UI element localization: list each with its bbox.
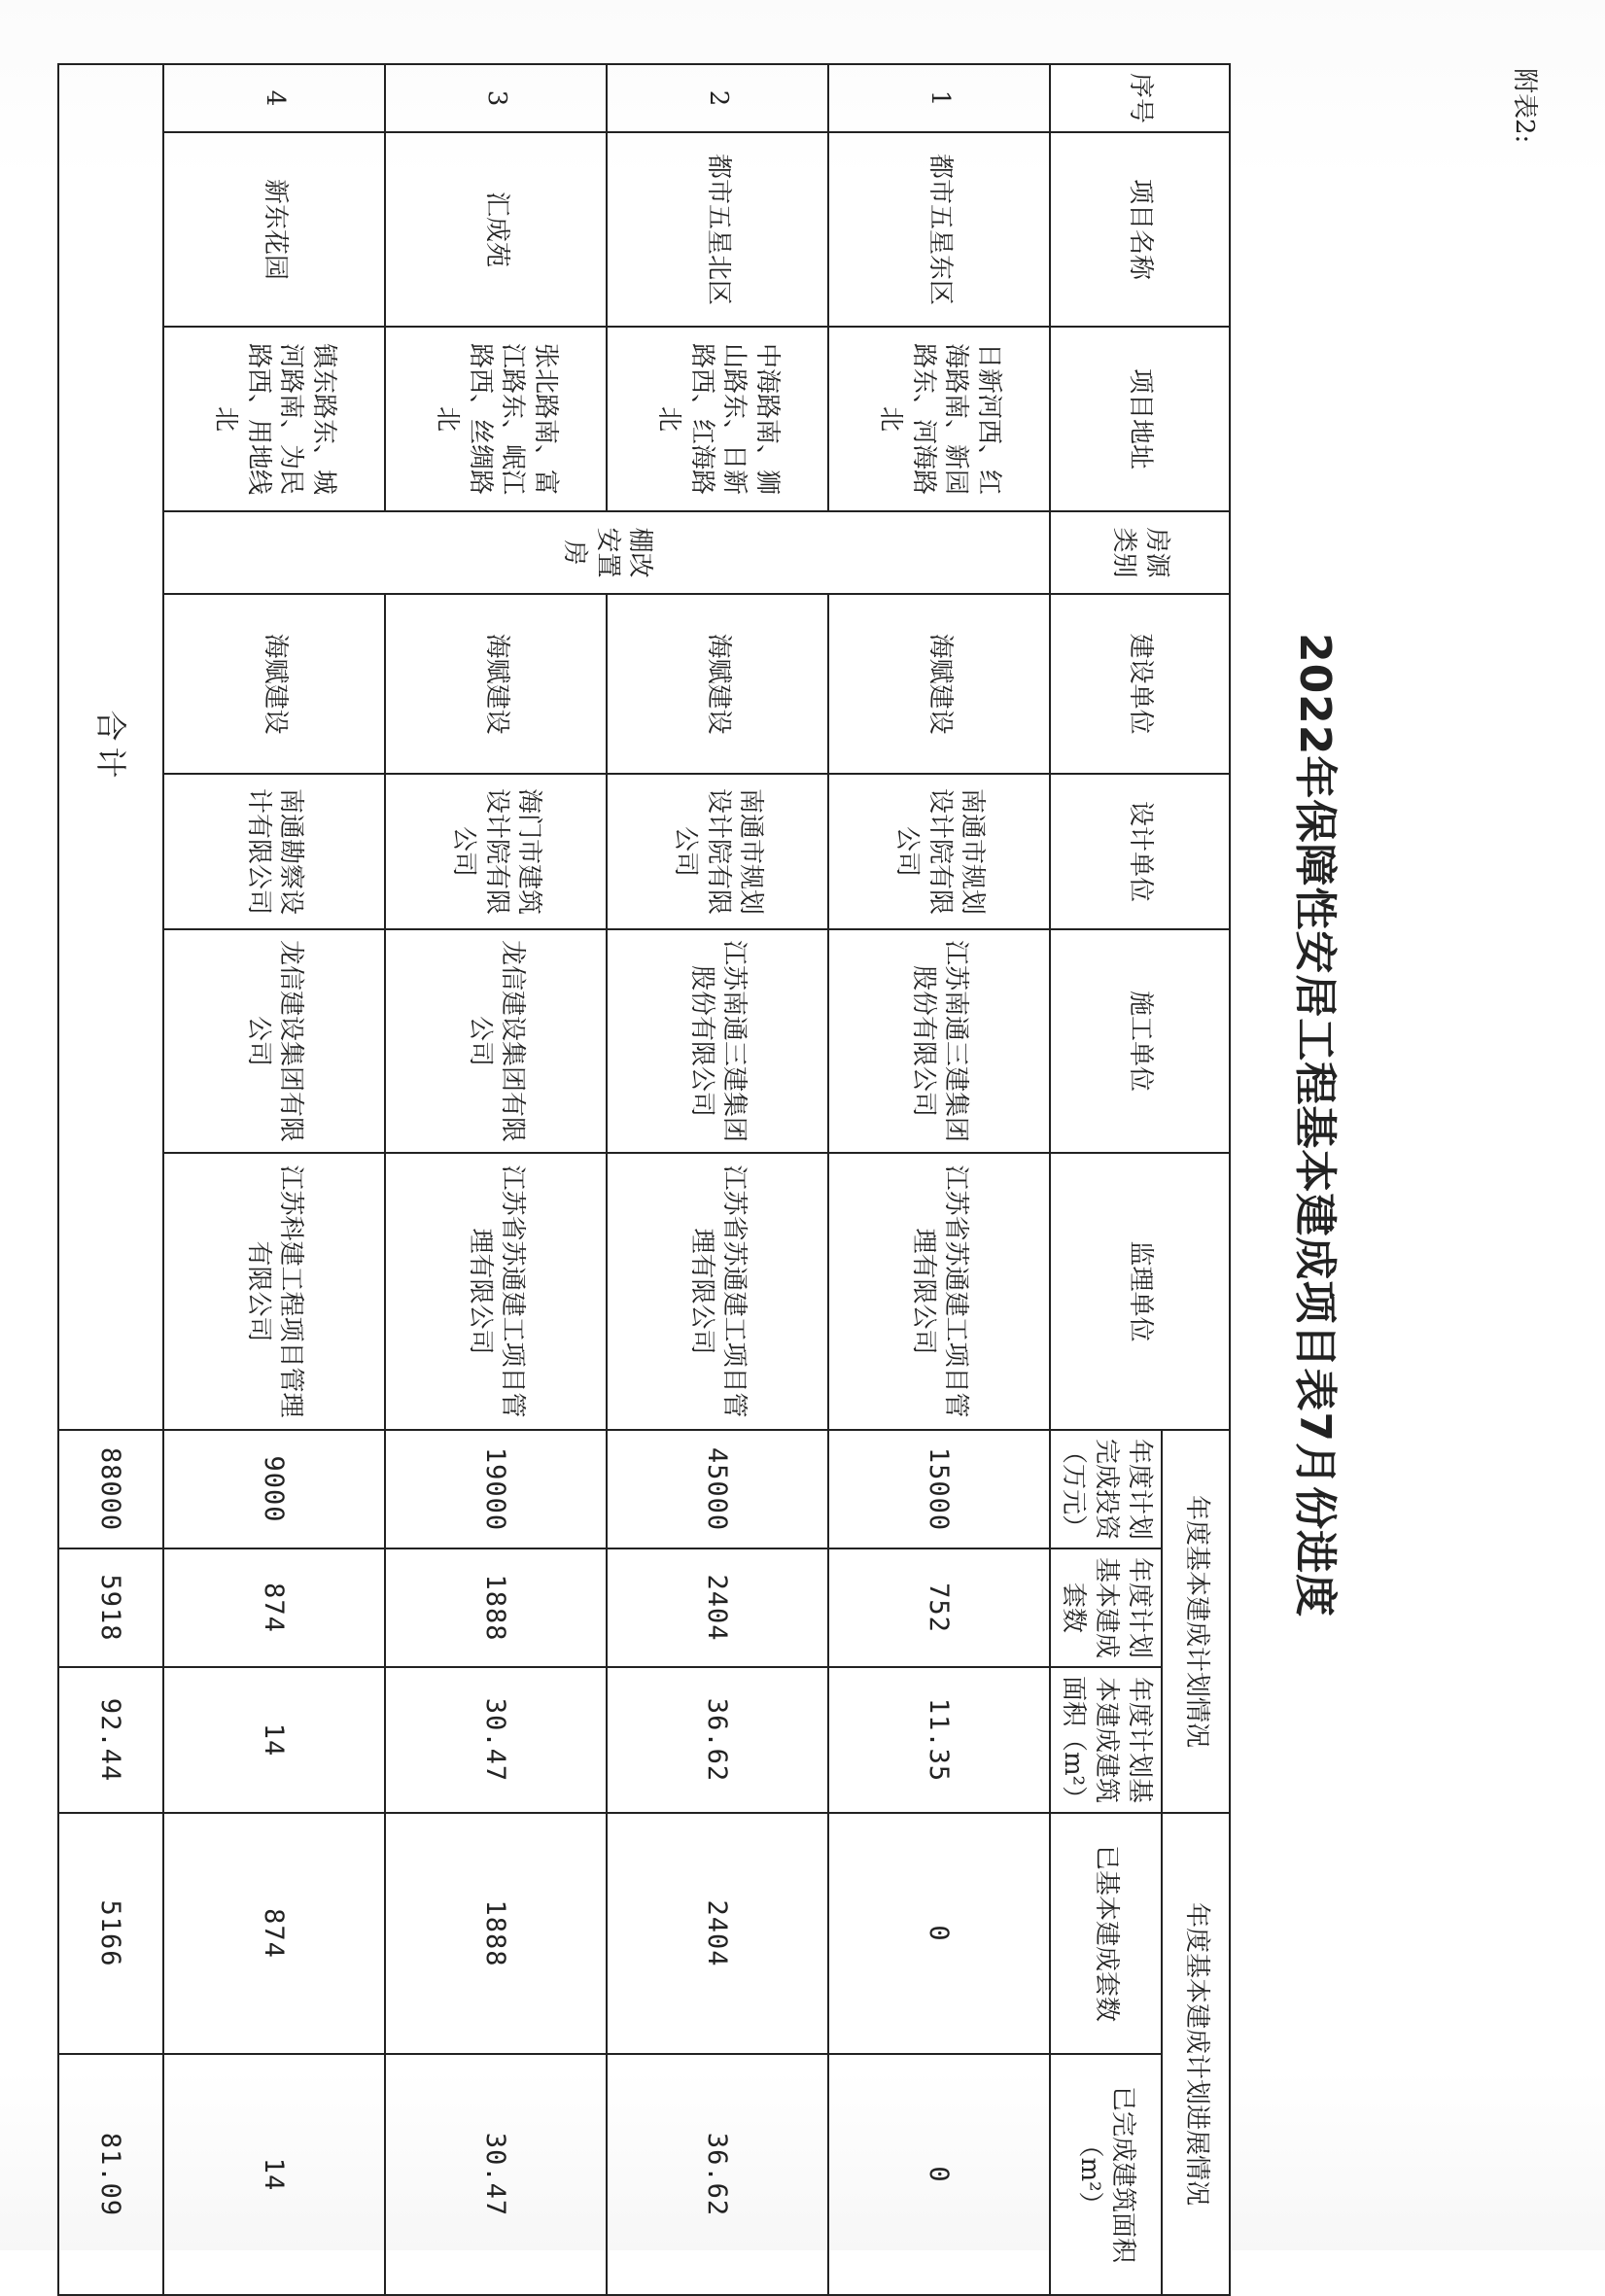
cell-done-sets: 2404: [607, 1813, 828, 2054]
header-plan-invest: 年度计划完成投资（万元）: [1050, 1430, 1162, 1548]
cell-designer: 南通市规划设计院有限公司: [828, 774, 1050, 929]
cell-plan-invest: 9000: [163, 1430, 385, 1548]
header-housing-type: 房源类别: [1050, 511, 1230, 594]
cell-builder: 海赋建设: [385, 594, 607, 774]
cell-supervisor: 江苏省苏通建工项目管理有限公司: [607, 1153, 828, 1430]
cell-builder: 海赋建设: [163, 594, 385, 774]
header-name: 项目名称: [1050, 132, 1230, 327]
header-done-area: 已完成建筑面积（m²）: [1050, 2054, 1162, 2295]
attachment-label: 附表2:: [1510, 68, 1539, 144]
cell-plan-area: 36.62: [607, 1667, 828, 1813]
cell-designer: 南通勘察设计有限公司: [163, 774, 385, 929]
page-title: 2022年保障性安居工程基本建成项目表7月份进度: [1290, 632, 1340, 1618]
cell-housing-type: 棚改安置房: [163, 511, 1050, 594]
cell-seq: 4: [163, 64, 385, 132]
cell-plan-sets: 874: [163, 1548, 385, 1667]
cell-plan-area: 30.47: [385, 1667, 607, 1813]
header-seq: 序号: [1050, 64, 1230, 132]
header-plan-sets: 年度计划基本建成套数: [1050, 1548, 1162, 1667]
cell-name: 都市五星东区: [828, 132, 1050, 327]
cell-name: 新东花园: [163, 132, 385, 327]
table-row: [607, 64, 828, 2295]
header-group-progress: 年度基本建成计划进展情况: [1162, 1813, 1230, 2295]
cell-plan-sets: 1888: [385, 1548, 607, 1667]
cell-address: 中海路南、狮山路东、日新路西、红海路北: [607, 327, 828, 511]
cell-done-sets: 1888: [385, 1813, 607, 2054]
header-contractor: 施工单位: [1050, 929, 1230, 1153]
cell-plan-invest: 19000: [385, 1430, 607, 1548]
header-done-sets: 已基本建成套数: [1050, 1813, 1162, 2054]
total-done-sets: 5166: [58, 1813, 163, 2054]
header-group-plan: 年度基本建成计划情况: [1162, 1430, 1230, 1813]
header-designer: 设计单位: [1050, 774, 1230, 929]
cell-done-sets: 0: [828, 1813, 1050, 2054]
total-row: [58, 64, 163, 2295]
cell-plan-area: 14: [163, 1667, 385, 1813]
cell-contractor: 龙信建设集团有限公司: [385, 929, 607, 1153]
total-plan-area: 92.44: [58, 1667, 163, 1813]
table-row: [828, 64, 1050, 2295]
cell-plan-invest: 15000: [828, 1430, 1050, 1548]
cell-plan-area: 11.35: [828, 1667, 1050, 1813]
cell-builder: 海赋建设: [607, 594, 828, 774]
cell-address: 张北路南、富江路东、岷江路西、丝绸路北: [385, 327, 607, 511]
total-done-area: 81.09: [58, 2054, 163, 2295]
cell-done-area: 14: [163, 2054, 385, 2295]
total-plan-invest: 88000: [58, 1430, 163, 1548]
cell-address: 日新河西、红海路南、新园路东、河海路北: [828, 327, 1050, 511]
progress-table: [57, 63, 1231, 2296]
cell-contractor: 江苏南通三建集团股份有限公司: [828, 929, 1050, 1153]
cell-supervisor: 江苏科建工程项目管理有限公司: [163, 1153, 385, 1430]
cell-contractor: 江苏南通三建集团股份有限公司: [607, 929, 828, 1153]
cell-done-sets: 874: [163, 1813, 385, 2054]
header-address: 项目地址: [1050, 327, 1230, 511]
total-plan-sets: 5918: [58, 1548, 163, 1667]
cell-seq: 3: [385, 64, 607, 132]
cell-supervisor: 江苏省苏通建工项目管理有限公司: [828, 1153, 1050, 1430]
cell-done-area: 0: [828, 2054, 1050, 2295]
cell-designer: 海门市建筑设计院有限公司: [385, 774, 607, 929]
header-plan-area: 年度计划基本建成建筑面积（m²）: [1050, 1667, 1162, 1813]
cell-name: 都市五星北区: [607, 132, 828, 327]
cell-done-area: 36.62: [607, 2054, 828, 2295]
cell-seq: 1: [828, 64, 1050, 132]
cell-name: 汇成苑: [385, 132, 607, 327]
cell-supervisor: 江苏省苏通建工项目管理有限公司: [385, 1153, 607, 1430]
cell-designer: 南通市规划设计院有限公司: [607, 774, 828, 929]
cell-done-area: 30.47: [385, 2054, 607, 2295]
cell-plan-sets: 2404: [607, 1548, 828, 1667]
header-supervisor: 监理单位: [1050, 1153, 1230, 1430]
cell-contractor: 龙信建设集团有限公司: [163, 929, 385, 1153]
cell-seq: 2: [607, 64, 828, 132]
cell-plan-invest: 45000: [607, 1430, 828, 1548]
cell-address: 镇东路东、城河路南、为民路西、用地线北: [163, 327, 385, 511]
cell-builder: 海赋建设: [828, 594, 1050, 774]
header-builder: 建设单位: [1050, 594, 1230, 774]
cell-plan-sets: 752: [828, 1548, 1050, 1667]
table-row: [163, 64, 385, 2295]
total-label: 合计: [58, 64, 163, 1430]
table-row: [385, 64, 607, 2295]
